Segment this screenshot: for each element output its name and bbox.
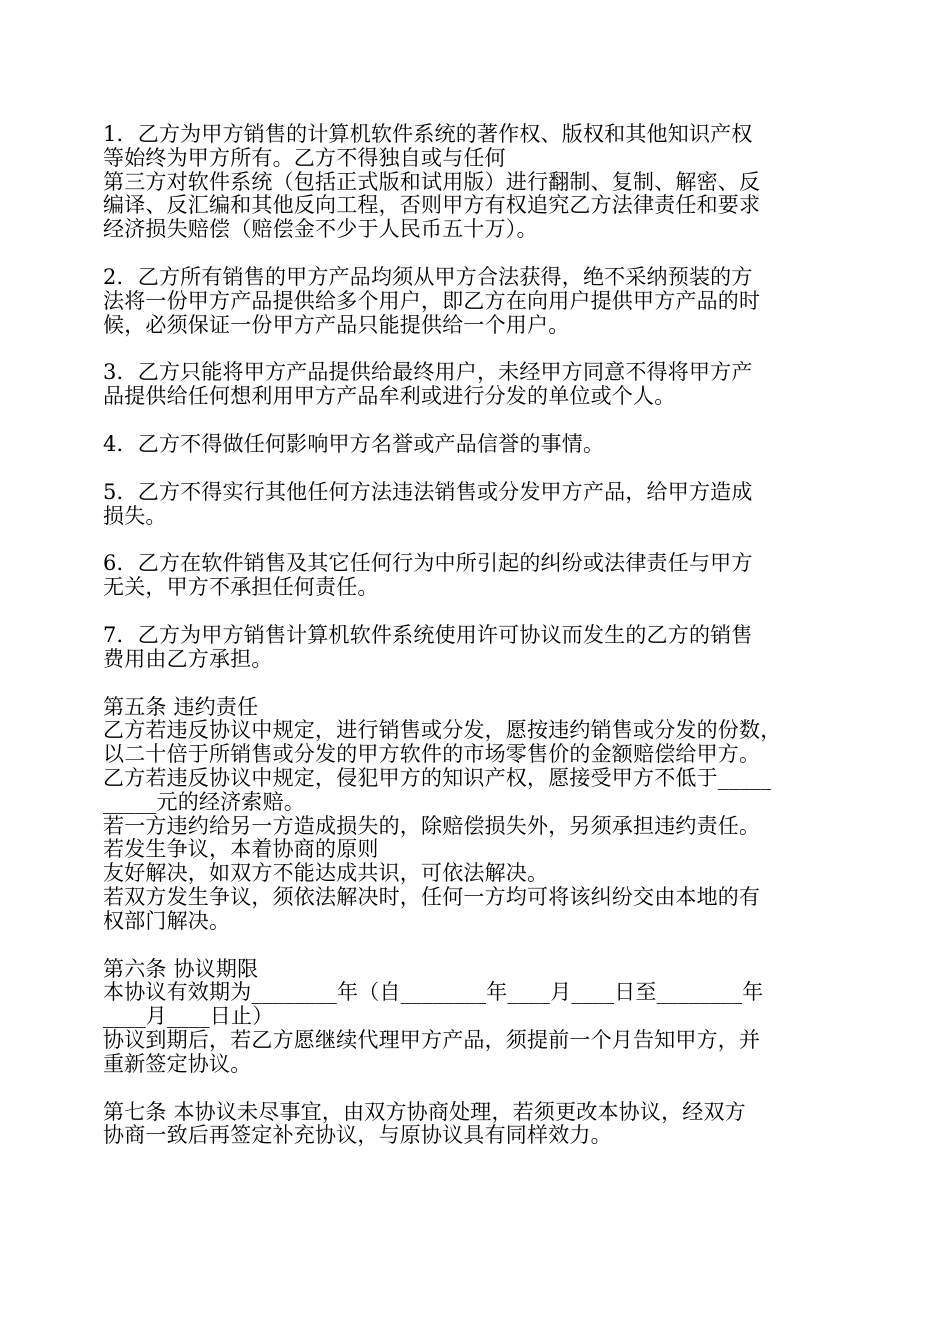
text-line: 1．乙方为甲方销售的计算机软件系统的著作权、版权和其他知识产权 — [103, 122, 753, 146]
text-line: 乙方若违反协议中规定，侵犯甲方的知识产权，愿接受甲方不低于_____ — [103, 765, 772, 790]
text-line: 损失。 — [103, 503, 167, 528]
article-5-breach-liability — [103, 696, 863, 934]
text-line: 3．乙方只能将甲方产品提供给最终用户，未经甲方同意不得将甲方产 — [103, 360, 753, 385]
clause-4 — [103, 433, 863, 457]
text-line: 6．乙方在软件销售及其它任何行为中所引起的纠纷或法律责任与甲方 — [103, 551, 753, 576]
text-line: 若双方发生争议，须依法解决时，任何一方均可将该纠纷交由本地的有 — [103, 884, 761, 909]
text-line: 协议到期后，若乙方愿继续代理甲方产品，须提前一个月告知甲方，并 — [103, 1027, 761, 1052]
section-heading: 第六条 协议期限 — [103, 956, 259, 981]
text-line: ____月____日止） — [103, 1004, 274, 1029]
text-line: 友好解决，如双方不能达成共识，可依法解决。 — [103, 861, 549, 886]
text-line: 本协议有效期为________年（自________年____月____日至________年 — [103, 980, 764, 1005]
text-line: 5．乙方不得实行其他任何方法违法销售或分发甲方产品，给甲方造成 — [103, 479, 753, 504]
text-line: 4．乙方不得做任何影响甲方名誉或产品信誉的事情。 — [103, 431, 605, 456]
text-line: _____元的经济索赔。 — [103, 789, 305, 814]
clause-7 — [103, 624, 863, 672]
clause-5 — [103, 481, 863, 529]
text-line: 第七条 本协议未尽事宜，由双方协商处理，若须更改本协议，经双方 — [103, 1099, 746, 1124]
clause-6 — [103, 552, 863, 600]
text-line: 权部门解决。 — [103, 908, 231, 933]
text-line: 候，必须保证一份甲方产品只能提供给一个用户。 — [103, 312, 570, 337]
text-line: 协商一致后再签定补充协议，与原协议具有同样效力。 — [103, 1123, 612, 1148]
text-line: 品提供给任何想利用甲方产品牟利或进行分发的单位或个人。 — [103, 384, 676, 409]
text-line: 7．乙方为甲方销售计算机软件系统使用许可协议而发生的乙方的销售 — [103, 622, 753, 647]
text-line: 等始终为甲方所有。乙方不得独自或与任何 — [103, 145, 506, 170]
text-line: 重新签定协议。 — [103, 1051, 252, 1076]
clause-2 — [103, 266, 863, 337]
text-line: 以二十倍于所销售或分发的甲方软件的市场零售价的金额赔偿给甲方。 — [103, 742, 761, 767]
document-page — [103, 123, 863, 1172]
section-heading: 第五条 违约责任 — [103, 694, 259, 719]
text-line: 无关，甲方不承担任何责任。 — [103, 575, 379, 600]
text-line: 编译、反汇编和其他反向工程，否则甲方有权追究乙方法律责任和要求 — [103, 193, 761, 218]
text-line: 乙方若违反协议中规定，进行销售或分发，愿按违约销售或分发的份数， — [103, 718, 782, 743]
text-line: 2．乙方所有销售的甲方产品均须从甲方合法获得，绝不采纳预装的方 — [103, 264, 753, 289]
text-line: 若一方违约给另一方造成损失的，除赔偿损失外，另须承担违约责任。 — [103, 813, 761, 838]
clause-1 — [103, 123, 863, 242]
article-6-agreement-term — [103, 958, 863, 1077]
text-line: 费用由乙方承担。 — [103, 646, 273, 671]
text-line: 若发生争议，本着协商的原则 — [103, 837, 379, 862]
text-line: 第三方对软件系统（包括正式版和试用版）进行翻制、复制、解密、反 — [103, 169, 761, 194]
clause-3 — [103, 361, 863, 409]
text-line: 经济损失赔偿（赔偿金不少于人民币五十万）。 — [103, 217, 538, 242]
text-line: 法将一份甲方产品提供给多个用户，即乙方在向用户提供甲方产品的时 — [103, 288, 761, 313]
article-7-other-matters — [103, 1101, 863, 1149]
